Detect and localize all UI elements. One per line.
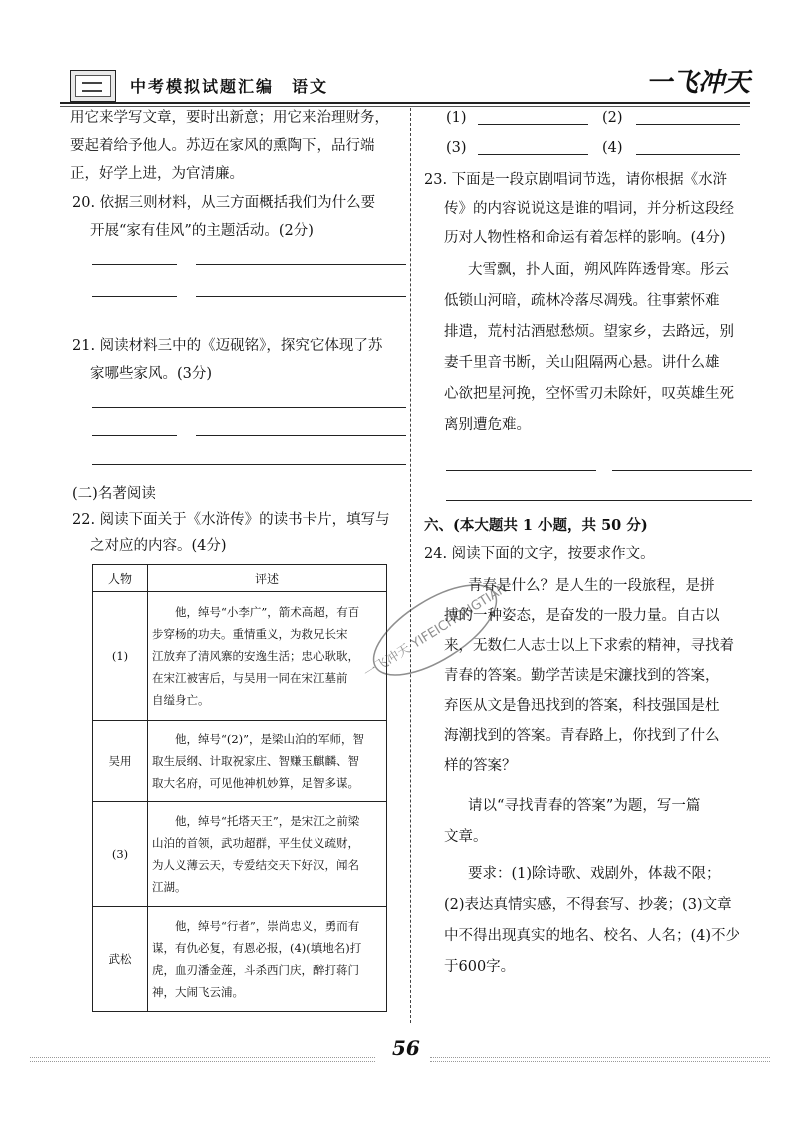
answer-line[interactable] xyxy=(196,264,406,265)
page-number: 56 xyxy=(392,1036,420,1060)
desc-line: 为人义薄云天，专爱结交天下好汉，闻名 xyxy=(152,858,359,872)
desc-line: 取生辰纲、计取祝家庄、智赚玉麒麟、智 xyxy=(152,754,359,768)
desc-line: 他，绰号“小李广”，箭术高超，有百 xyxy=(175,605,360,619)
table-row xyxy=(93,802,387,907)
desc-line: 在宋江被害后，与吴用一同在宋江墓前 xyxy=(152,671,348,685)
task-line: 请以“寻找青春的答案”为题，写一篇 xyxy=(468,798,701,814)
prompt-line: 搏的一种姿态，是奋发的一股力量。自古以 xyxy=(444,608,720,624)
desc-line: 江湖。 xyxy=(152,880,187,894)
watermark-stamp xyxy=(350,560,520,700)
lyrics-line: 妻千里音书断，关山阻隔两心悬。讲什么雄 xyxy=(444,355,720,371)
desc-line: 他，绰号“行者”，崇尚忠义，勇而有 xyxy=(175,919,360,933)
answer-line[interactable] xyxy=(636,124,740,125)
answer-line[interactable] xyxy=(446,500,752,501)
character-cell: 吴用 xyxy=(93,721,148,802)
table-header: 评述 xyxy=(148,565,387,592)
table-row xyxy=(93,721,387,802)
question-23-cont: 传》的内容说说这是谁的唱词，并分析这段经 xyxy=(444,201,734,217)
answer-line[interactable] xyxy=(446,470,596,471)
prompt-line: 弃医从文是鲁迅找到的答案，科技强国是杜 xyxy=(444,698,720,714)
answer-line[interactable] xyxy=(92,435,177,436)
text-line: 要起着给予他人。苏迈在家风的熏陶下，品行端 xyxy=(70,138,375,154)
blank-label: (3) xyxy=(446,140,467,156)
series-logo xyxy=(70,70,116,102)
answer-line[interactable] xyxy=(196,435,406,436)
prompt-line: 青春是什么？是人生的一段旅程，是拼 xyxy=(468,578,715,594)
table-header: 人物 xyxy=(93,565,148,592)
desc-line: 虎，血刃潘金莲，斗杀西门庆，醉打蒋门 xyxy=(152,963,359,977)
prompt-line: 海潮找到的答案。青春路上，你找到了什么 xyxy=(444,728,720,744)
lyrics-line: 大雪飘，扑人面，朔风阵阵透骨寒。彤云 xyxy=(468,262,729,278)
text-line: 正，好学上进，为官清廉。 xyxy=(70,166,244,182)
task-line: 文章。 xyxy=(444,829,488,845)
answer-line[interactable] xyxy=(478,154,588,155)
table-row xyxy=(93,907,387,1012)
reading-card-table xyxy=(92,564,387,1012)
prompt-line: 青春的答案。勤学苦读是宋濂找到的答案， xyxy=(444,668,720,684)
desc-line: 山泊的首领，武功超群，平生仗义疏财， xyxy=(152,836,359,850)
description-cell xyxy=(148,721,387,802)
prompt-line: 样的答案？ xyxy=(444,758,517,774)
text-line: 用它来学写文章，要时出新意；用它来治理财务， xyxy=(70,110,389,126)
question-21: 21. 阅读材料三中的《迈砚铭》，探究它体现了苏 xyxy=(72,338,383,354)
section-heading: 六、(本大题共 1 小题，共 50 分) xyxy=(424,517,648,534)
requirement-line: 于600字。 xyxy=(444,959,516,975)
lyrics-line: 低锁山河暗，疏林冷落尽凋残。往事萦怀难 xyxy=(444,293,720,309)
answer-line[interactable] xyxy=(636,154,740,155)
requirement-line: 中不得出现真实的地名、校名、人名；(4)不少 xyxy=(444,928,741,944)
question-20: 20. 依据三则材料，从三方面概括我们为什么要 xyxy=(72,195,376,211)
requirement-line: 要求：(1)除诗歌、戏剧外，体裁不限； xyxy=(468,866,721,882)
desc-line: 神，大闹飞云浦。 xyxy=(152,985,244,999)
question-23: 23. 下面是一段京剧唱词节选，请你根据《水浒 xyxy=(424,172,728,188)
answer-line[interactable] xyxy=(92,407,406,408)
question-22-cont: 之对应的内容。(4分) xyxy=(90,538,227,554)
lyrics-line: 心欲把星河挽，空怀雪刃未除奸，叹英雄生死 xyxy=(444,386,734,402)
desc-line: 他，绰号“托塔天王”，是宋江之前梁 xyxy=(175,814,360,828)
desc-line: 取大名府，可见他神机妙算，足智多谋。 xyxy=(152,776,359,790)
desc-line: 步穿杨的功夫。重情重义，为救兄长宋 xyxy=(152,627,348,641)
character-cell[interactable]: (1) xyxy=(93,592,148,721)
description-cell xyxy=(148,907,387,1012)
answer-line[interactable] xyxy=(92,264,177,265)
question-23-cont: 历对人物性格和命运有着怎样的影响。(4分) xyxy=(444,230,726,246)
watermark-text: 一飞冲天 YIFEICHONGTIAN xyxy=(361,580,511,682)
character-cell: 武松 xyxy=(93,907,148,1012)
question-24: 24. 阅读下面的文字，按要求作文。 xyxy=(424,546,655,562)
prompt-line: 来，无数仁人志士以上下求索的精神，寻找着 xyxy=(444,638,734,654)
blank-label: (1) xyxy=(446,110,467,126)
question-22: 22. 阅读下面关于《水浒传》的读书卡片，填写与 xyxy=(72,512,390,528)
header-rule xyxy=(60,102,750,104)
answer-line[interactable] xyxy=(196,296,406,297)
description-cell xyxy=(148,802,387,907)
answer-line[interactable] xyxy=(478,124,588,125)
answer-line[interactable] xyxy=(92,296,177,297)
blank-label: (2) xyxy=(602,110,623,126)
question-21-cont: 家哪些家风。(3分) xyxy=(90,366,213,382)
answer-line[interactable] xyxy=(612,470,752,471)
brand-logo-text: 一飞冲天 xyxy=(645,68,750,98)
lyrics-line: 离别遭危难。 xyxy=(444,417,531,433)
lyrics-line: 排遣，荒村沽酒慰愁烦。望家乡，去路远，别 xyxy=(444,324,734,340)
page-header-title: 中考模拟试题汇编 语文 xyxy=(130,77,329,96)
desc-line: 谋，有仇必复，有恩必报，(4)(填地名)打 xyxy=(152,941,362,955)
desc-line: 他，绰号“(2)”，是梁山泊的军师，智 xyxy=(175,732,365,746)
blank-label: (4) xyxy=(602,140,623,156)
desc-line: 自缢身亡。 xyxy=(152,693,210,707)
desc-line: 江放弃了清风寨的安逸生活；忠心耿耿， xyxy=(152,649,359,663)
question-20-cont: 开展“家有佳风”的主题活动。(2分) xyxy=(90,223,314,239)
table-row xyxy=(93,592,387,721)
character-cell[interactable]: (3) xyxy=(93,802,148,907)
answer-line[interactable] xyxy=(92,464,406,465)
requirement-line: (2)表达真情实感，不得套写、抄袭；(3)文章 xyxy=(444,897,732,913)
section-heading: (二)名著阅读 xyxy=(72,486,156,502)
